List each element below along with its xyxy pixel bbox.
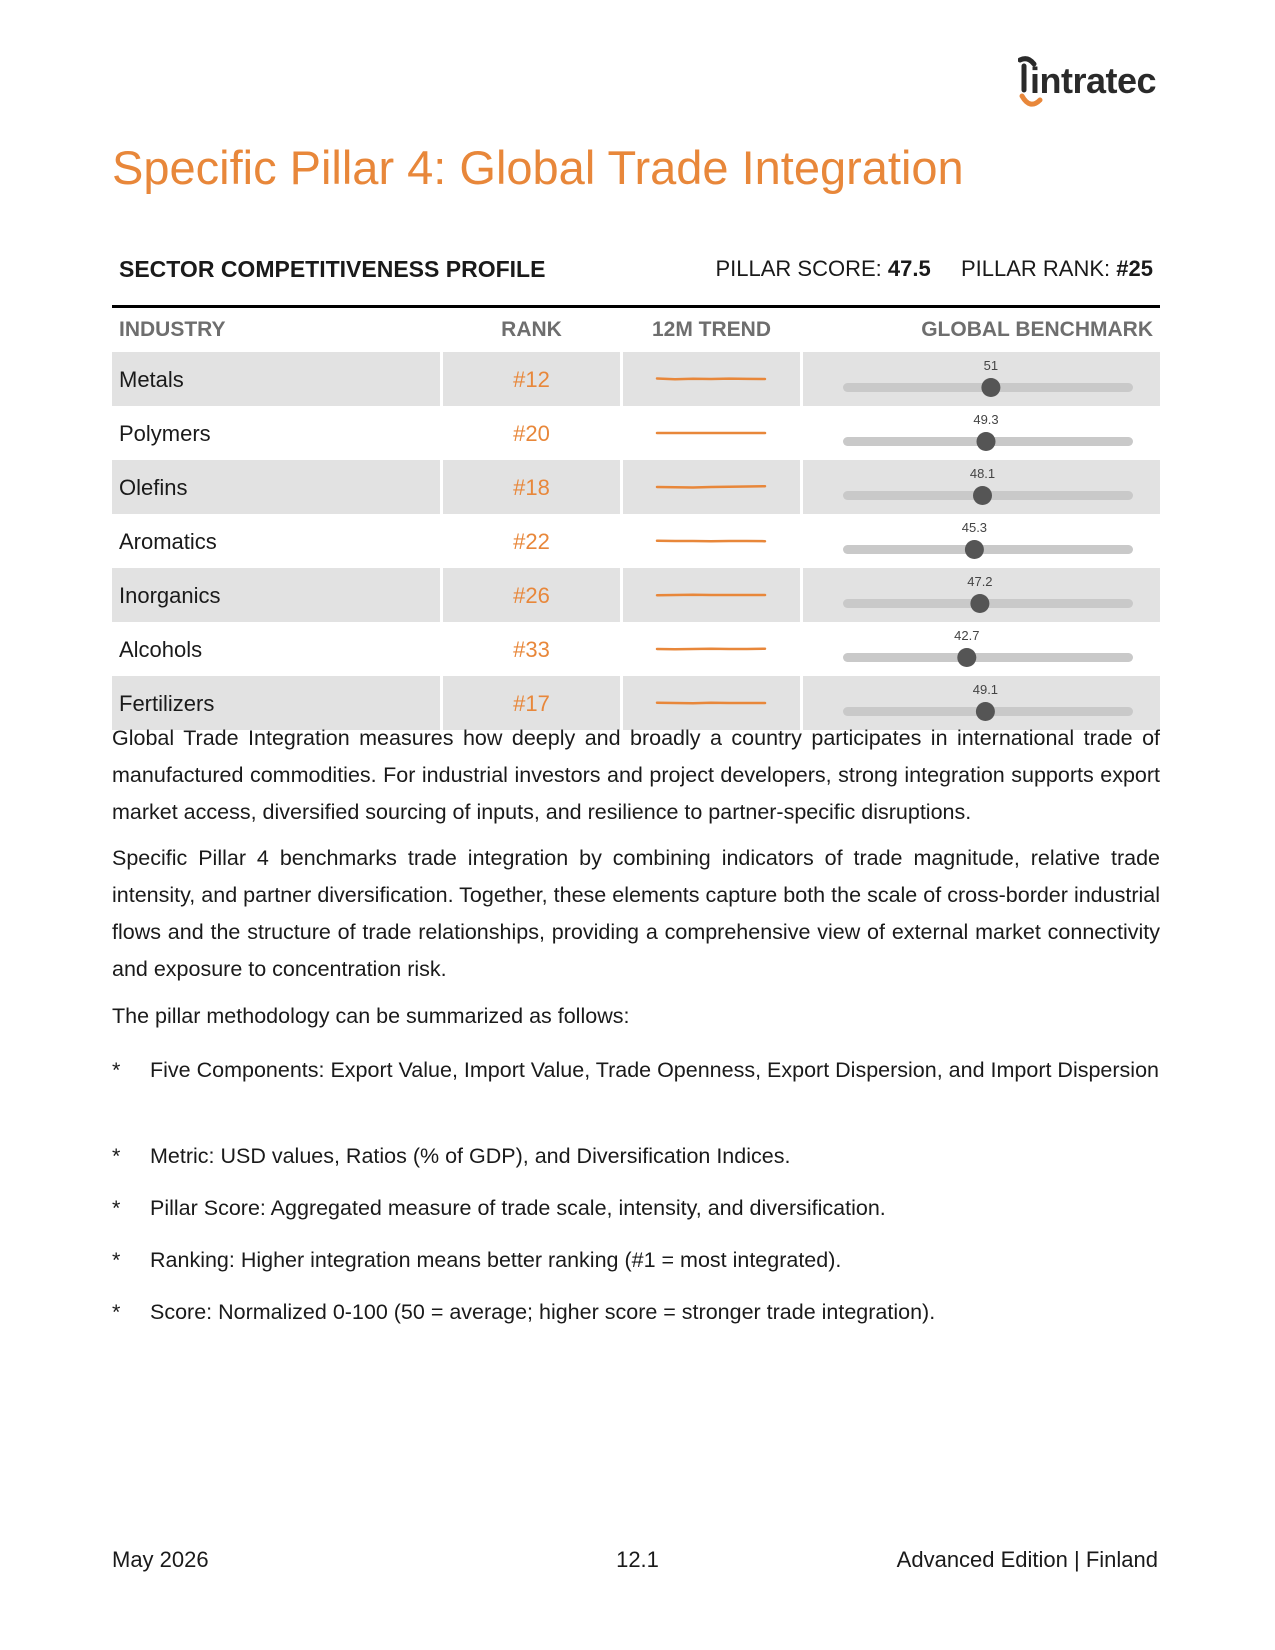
benchmark-value: 48.1 — [969, 466, 996, 481]
list-item-text: Five Components: Export Value, Import Value, Trade Openness, Export Dispersion, and Import Dispersion — [150, 1058, 1159, 1082]
benchmark-track — [843, 653, 1133, 662]
col-header-rank: RANK — [501, 318, 562, 341]
list-item-text: Ranking: Higher integration means better ranking (#1 = most integrated). — [150, 1248, 842, 1272]
industry-name: Metals — [119, 367, 184, 392]
benchmark-marker — [965, 540, 984, 559]
list-item-text: Score: Normalized 0-100 (50 = average; higher score = stronger trade integration). — [150, 1300, 936, 1324]
industry-name: Alcohols — [119, 637, 203, 662]
industry-rank: #26 — [513, 583, 550, 608]
trend-line — [657, 649, 765, 650]
benchmark-gauge — [803, 406, 1160, 460]
benchmark-value: 49.1 — [972, 682, 999, 697]
list-item-text: Pillar Score: Aggregated measure of trade scale, intensity, and diversification. — [150, 1196, 886, 1220]
industry-rank: #22 — [513, 529, 550, 554]
trend-sparkline — [623, 406, 800, 460]
paragraph: Global Trade Integration measures how deeply and broadly a country participates in international trade of manufactured commodities. For industrial investors and project developers, strong integration supports export market access, diversified sourcing of inputs, and resilience to partner-specific disruptions. — [112, 726, 1160, 824]
bullet-marker: * — [112, 1248, 121, 1272]
profile-title: SECTOR COMPETITIVENESS PROFILE — [119, 256, 546, 282]
col-header-trend: 12M TREND — [651, 318, 772, 341]
bullet-marker: * — [112, 1144, 121, 1168]
benchmark-value: 47.2 — [967, 574, 993, 589]
benchmark-marker — [957, 648, 976, 667]
col-header-benchmark: GLOBAL BENCHMARK — [921, 318, 1153, 341]
benchmark-gauge — [803, 514, 1160, 568]
benchmark-gauge — [803, 460, 1160, 514]
trend-sparkline — [623, 460, 800, 514]
footer-page-number: 12.1 — [616, 1547, 659, 1572]
trend-sparkline — [623, 568, 800, 622]
page-title: Specific Pillar 4: Global Trade Integration — [112, 141, 964, 194]
industry-name: Fertilizers — [119, 691, 215, 716]
industry-name: Inorganics — [119, 583, 221, 608]
trend-line — [657, 703, 765, 704]
table-row — [112, 460, 1160, 514]
benchmark-marker — [977, 432, 996, 451]
industry-name: Polymers — [119, 421, 211, 446]
benchmark-marker — [973, 486, 992, 505]
pillar-stats — [716, 256, 1154, 282]
table-row — [112, 406, 1160, 460]
benchmark-value: 45.3 — [961, 520, 988, 535]
industry-rank: #17 — [513, 691, 550, 716]
trend-line — [657, 379, 765, 380]
benchmark-value: 42.7 — [954, 628, 980, 643]
footer-edition: Advanced Edition | Finland — [896, 1547, 1158, 1572]
industry-rank: #12 — [513, 367, 550, 392]
bullet-marker: * — [112, 1196, 121, 1220]
paragraph: The pillar methodology can be summarized as follows: — [112, 1004, 630, 1028]
industry-rank: #18 — [513, 475, 550, 500]
pillar-score-label: PILLAR SCORE: — [715, 256, 882, 281]
bullet-marker: * — [112, 1058, 121, 1082]
pillar-rank-value: #25 — [1116, 256, 1153, 281]
list-item-text: Metric: USD values, Ratios (% of GDP), and Diversification Indices. — [150, 1144, 791, 1168]
trend-sparkline — [623, 514, 800, 568]
benchmark-marker — [976, 702, 995, 721]
table-row — [112, 352, 1160, 406]
industry-rank: #20 — [513, 421, 550, 446]
industry-name: Aromatics — [119, 529, 217, 554]
industry-rank: #33 — [513, 637, 550, 662]
benchmark-gauge — [803, 568, 1160, 622]
benchmark-gauge — [803, 622, 1160, 676]
pillar-score-value: 47.5 — [887, 256, 931, 281]
table-row — [112, 568, 1160, 622]
logo-text: intratec — [1030, 60, 1157, 101]
paragraph: Specific Pillar 4 benchmarks trade integration by combining indicators of trade magnitude, relative trade intensity, and partner diversification. Together, these elements capture both the scale of cross-border industrial flows and the structure of trade relationships, providing a comprehensive view of external market connectivity and exposure to concentration risk. — [112, 846, 1160, 981]
pillar-rank-label: PILLAR RANK: — [960, 256, 1111, 281]
industry-name: Olefins — [119, 475, 188, 500]
header-rule — [112, 305, 1160, 308]
benchmark-marker — [970, 594, 989, 613]
trend-line — [657, 486, 765, 487]
benchmark-gauge — [803, 352, 1160, 406]
benchmark-marker — [981, 378, 1000, 397]
col-header-industry: INDUSTRY — [119, 318, 226, 341]
trend-sparkline — [623, 622, 800, 676]
bullet-marker: * — [112, 1300, 121, 1324]
benchmark-value: 51 — [983, 358, 999, 373]
benchmark-track — [843, 545, 1133, 554]
trend-sparkline — [623, 352, 800, 406]
profile-header — [112, 256, 1160, 296]
table-row — [112, 514, 1160, 568]
footer-date: May 2026 — [112, 1547, 209, 1572]
table-row — [112, 622, 1160, 676]
benchmark-value: 49.3 — [973, 412, 999, 427]
